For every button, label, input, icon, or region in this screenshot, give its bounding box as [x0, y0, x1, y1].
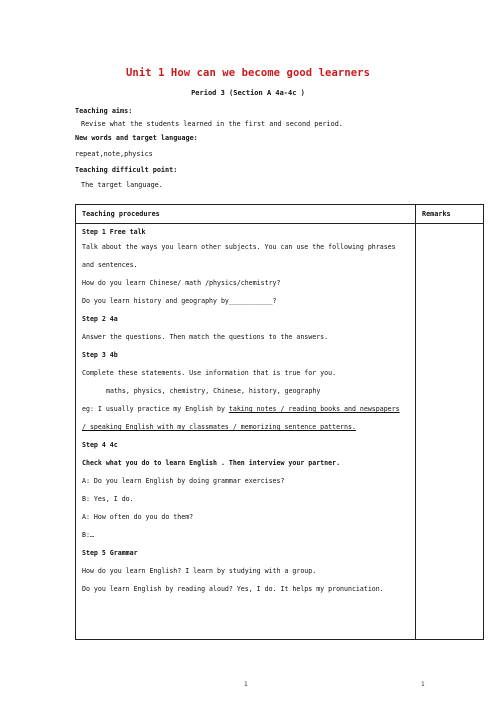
step-heading: [82, 315, 118, 323]
line-text: and sentences.: [82, 261, 138, 269]
line-text: Talk about the ways you learn other subjects. You can use the following phrases: [82, 243, 396, 251]
line-text: Do you learn English by reading aloud? Yes, I do. It helps my pronunciation.: [82, 585, 384, 593]
line-text: Step 3 4b: [82, 351, 118, 359]
procedure-line: [82, 513, 193, 521]
page-title: Unit 1 How can we become good learners: [125, 67, 371, 79]
procedure-line: [82, 531, 94, 539]
difficult-text: The target language.: [81, 181, 163, 189]
line-text: Step 2 4a: [82, 315, 118, 323]
page-number-left: 1: [244, 681, 248, 688]
step-heading: [82, 549, 138, 557]
procedure-line: [82, 279, 281, 287]
line-text: eg: I usually practice my English by: [82, 405, 229, 413]
line-text: B:…: [82, 531, 94, 539]
page-number-right: 1: [421, 681, 425, 688]
line-text: Do you learn history and geography by___________?: [82, 297, 277, 305]
step-heading: [82, 459, 340, 467]
table-body-row: [76, 224, 484, 640]
procedure-line: [82, 585, 384, 593]
procedure-line: [82, 495, 134, 503]
procedure-line: [82, 423, 356, 431]
line-text: Step 1 Free talk: [82, 228, 146, 236]
aims-heading: Teaching aims:: [75, 107, 133, 115]
underlined-text: / speaking English with my classmates / memorizing sentence patterns.: [82, 423, 356, 431]
line-text: Check what you do to learn English . Then interview your partner.: [82, 459, 341, 467]
line-text: B: Yes, I do.: [82, 495, 134, 503]
line-text: Step 4 4c: [82, 441, 118, 449]
procedures-header: Teaching procedures: [76, 205, 416, 224]
procedures-table: [75, 204, 484, 640]
step-heading: [82, 441, 118, 449]
new-words-text: repeat,note,physics: [75, 150, 153, 158]
line-text: How do you learn Chinese/ math /physics/chemistry?: [82, 279, 281, 287]
remarks-cell: [416, 224, 484, 640]
step-heading: [82, 351, 118, 359]
line-text: A: Do you learn English by doing grammar exercises?: [82, 477, 285, 485]
difficult-heading: Teaching difficult point:: [75, 166, 178, 174]
table-header-row: [76, 205, 484, 224]
procedure-line: [82, 405, 400, 413]
underlined-text: taking notes / reading books and newspapers: [228, 405, 400, 413]
page-subtitle: Period 3 (Section A 4a-4c ): [191, 89, 305, 97]
line-text: Answer the questions. Then match the questions to the answers.: [82, 333, 329, 341]
procedure-line: [82, 243, 396, 251]
procedure-line: [82, 297, 277, 305]
line-text: A: How often do you do them?: [82, 513, 194, 521]
procedure-line: [82, 261, 138, 269]
line-text: Complete these statements. Use information that is true for you.: [82, 369, 337, 377]
procedure-line: [82, 567, 316, 575]
line-text: Step 5 Grammar: [82, 549, 138, 557]
remarks-header: Remarks: [416, 205, 484, 224]
procedures-cell: [76, 224, 416, 640]
line-text: How do you learn English? I learn by studying with a group.: [82, 567, 317, 575]
procedure-line: [82, 369, 336, 377]
procedure-line: [82, 477, 284, 485]
aims-text: Revise what the students learned in the first and second period.: [81, 120, 343, 128]
new-words-heading: New words and target language:: [75, 134, 198, 142]
procedure-line: [82, 333, 328, 341]
procedure-line: [106, 387, 320, 395]
step-heading: [82, 228, 146, 236]
line-text: maths, physics, chemistry, Chinese, history, geography: [106, 387, 321, 395]
